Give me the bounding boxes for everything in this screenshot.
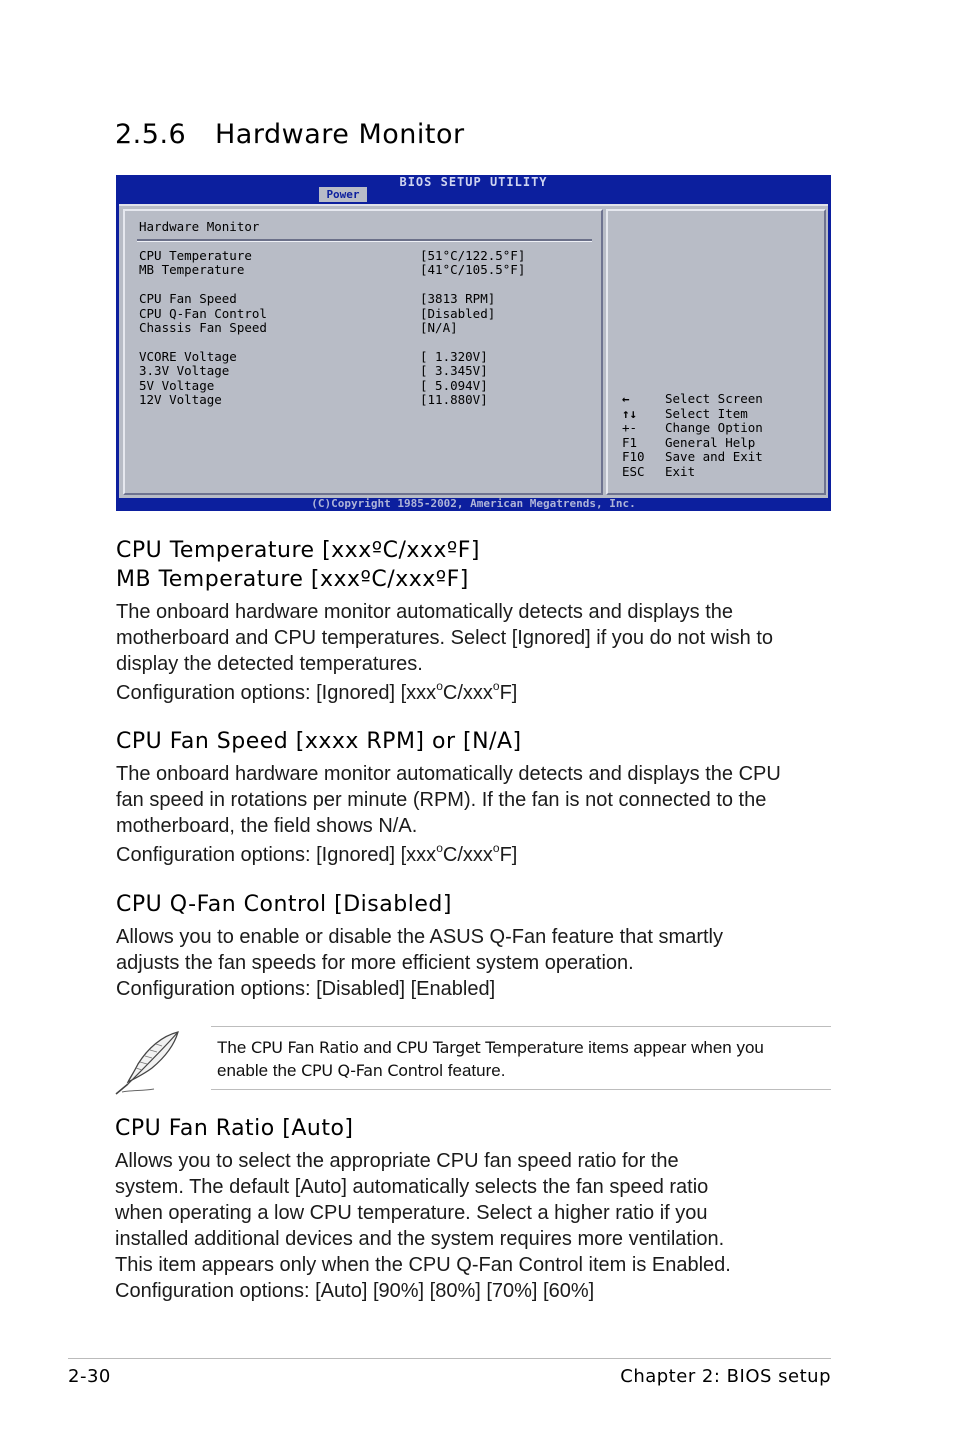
text-part: Configuration options: [Ignored] [xxx: [116, 844, 437, 866]
page-number: 2-30: [68, 1366, 111, 1387]
bios-copyright: (C)Copyright 1985-2002, American Megatrends, Inc.: [311, 497, 636, 510]
key-help-change-option: [622, 421, 822, 436]
key-label: F10: [622, 449, 645, 464]
bios-row-label: CPU Temperature: [139, 248, 252, 263]
temp-description: [116, 599, 836, 677]
note-part: The: [217, 1038, 252, 1057]
bios-row-label: MB Temperature: [139, 262, 245, 277]
heading-cpu-fan-speed: CPU Fan Speed [xxxx RPM] or [N/A]: [116, 729, 522, 754]
text-part: F]: [499, 682, 518, 704]
text-part: C/xxx: [442, 682, 493, 704]
bios-row-value: [ 3.345V]: [420, 363, 488, 378]
text-part: Configuration options: [Ignored] [xxx: [116, 682, 437, 704]
text-part: F]: [499, 844, 518, 866]
bios-row-3v3-voltage[interactable]: [139, 364, 589, 379]
bios-row-12v-voltage[interactable]: [139, 393, 589, 408]
temp-config-options: [116, 680, 836, 706]
left-arrow-icon: ←: [622, 391, 630, 406]
key-help-select-screen: [622, 392, 822, 407]
degree-sup: o: [492, 841, 500, 855]
key-desc: Select Screen: [665, 391, 763, 406]
note-text: [217, 1036, 827, 1082]
feather-pen-icon: [112, 1028, 184, 1096]
bios-header: BIOS SETUP UTILITY: [399, 175, 548, 189]
ratio-description: [115, 1148, 835, 1304]
bios-row-label: CPU Q-Fan Control: [139, 306, 267, 321]
bios-row-value: [51°C/122.5°F]: [420, 248, 526, 263]
key-label: ESC: [622, 464, 645, 479]
bios-row-label: CPU Fan Speed: [139, 291, 237, 306]
bios-row-chassis-fan-speed[interactable]: [139, 321, 589, 336]
key-help-save-exit: [622, 450, 822, 465]
bios-row-value: [3813 RPM]: [420, 291, 496, 306]
bios-row-label: Chassis Fan Speed: [139, 320, 267, 335]
bios-main-area: [119, 204, 828, 498]
bios-divider: [137, 239, 592, 242]
key-desc: Change Option: [665, 420, 763, 435]
up-down-arrow-icon: ↑↓: [622, 406, 638, 421]
text-line: motherboard and CPU temperatures. Select [Ignored] if you do not wish to: [116, 627, 774, 649]
bios-row-label: 3.3V Voltage: [139, 363, 230, 378]
section-number: 2.5.6: [115, 119, 187, 150]
note-emphasis: CPU Fan Ratio: [251, 1038, 359, 1057]
key-desc: Save and Exit: [665, 449, 763, 464]
fan-config-options: [116, 842, 836, 868]
bios-row-label: 5V Voltage: [139, 378, 215, 393]
key-desc: General Help: [665, 435, 756, 450]
bios-row-label: 12V Voltage: [139, 392, 222, 407]
key-desc: Select Item: [665, 406, 748, 421]
key-help-exit: [622, 465, 822, 480]
text-part: C/xxx: [442, 844, 493, 866]
heading-cpu-q-fan-control: CPU Q-Fan Control [Disabled]: [116, 892, 452, 917]
text-line: Allows you to select the appropriate CPU fan speed ratio for the: [115, 1150, 679, 1172]
degree-sup: o: [436, 841, 443, 855]
key-label: F1: [622, 435, 638, 450]
note-part: enable the: [217, 1061, 302, 1080]
section-name: Hardware Monitor: [215, 119, 465, 150]
note-part: items appear when you: [583, 1038, 764, 1057]
text-line: installed additional devices and the system requires more ventilation.: [115, 1228, 725, 1250]
bios-settings-panel: [123, 209, 603, 495]
bios-screenshot: [116, 175, 831, 511]
text-line: Configuration options: [Disabled] [Enabled]: [116, 978, 496, 1000]
text-line: fan speed in rotations per minute (RPM). If the fan is not connected to the: [116, 789, 767, 811]
text-line: Allows you to enable or disable the ASUS Q-Fan feature that smartly: [116, 926, 723, 948]
fan-description: [116, 761, 836, 839]
note-part: and: [358, 1038, 397, 1057]
bios-panel-title: Hardware Monitor: [139, 219, 260, 234]
bios-row-value: [ 1.320V]: [420, 349, 488, 364]
note-emphasis: CPU Q-Fan Control: [301, 1061, 444, 1080]
heading-cpu-temperature: CPU Temperature [xxxºC/xxxºF]: [116, 538, 481, 563]
chapter-label: Chapter 2: BIOS setup: [620, 1366, 831, 1387]
heading-mb-temperature: MB Temperature [xxxºC/xxxºF]: [116, 567, 469, 592]
note-part: feature.: [443, 1061, 506, 1080]
section-title: [115, 119, 465, 150]
text-line: The onboard hardware monitor automatically detects and displays the: [116, 601, 734, 623]
note-emphasis: CPU Target Temperature: [396, 1038, 584, 1057]
bios-row-label: VCORE Voltage: [139, 349, 237, 364]
footer-divider: [68, 1358, 831, 1359]
text-line: Configuration options: [Auto] [90%] [80%] [70%] [60%]: [115, 1280, 595, 1302]
degree-sup: o: [492, 679, 500, 693]
text-line: system. The default [Auto] automatically selects the fan speed ratio: [115, 1176, 709, 1198]
bios-row-value: [11.880V]: [420, 392, 488, 407]
bios-row-value: [N/A]: [420, 320, 458, 335]
text-line: motherboard, the field shows N/A.: [116, 815, 418, 837]
text-line: The onboard hardware monitor automatically detects and displays the CPU: [116, 763, 781, 785]
bios-row-value: [ 5.094V]: [420, 378, 488, 393]
text-line: This item appears only when the CPU Q-Fan Control item is Enabled.: [115, 1254, 731, 1276]
bios-row-cpu-fan-speed[interactable]: [139, 292, 589, 307]
bios-row-value: [41°C/105.5°F]: [420, 262, 526, 277]
degree-sup: o: [436, 679, 443, 693]
key-label: +-: [622, 420, 638, 435]
note-box: [211, 1026, 831, 1090]
text-line: when operating a low CPU temperature. Select a higher ratio if you: [115, 1202, 708, 1224]
text-line: adjusts the fan speeds for more efficient system operation.: [116, 952, 634, 974]
bios-help-panel: [606, 209, 826, 495]
heading-cpu-fan-ratio: CPU Fan Ratio [Auto]: [115, 1116, 354, 1141]
bios-row-value: [Disabled]: [420, 306, 496, 321]
qfan-description: [116, 924, 836, 1002]
bios-row-mb-temperature[interactable]: [139, 263, 589, 278]
text-line: display the detected temperatures.: [116, 653, 423, 675]
key-desc: Exit: [665, 464, 696, 479]
tab-power[interactable]: Power: [319, 187, 367, 202]
